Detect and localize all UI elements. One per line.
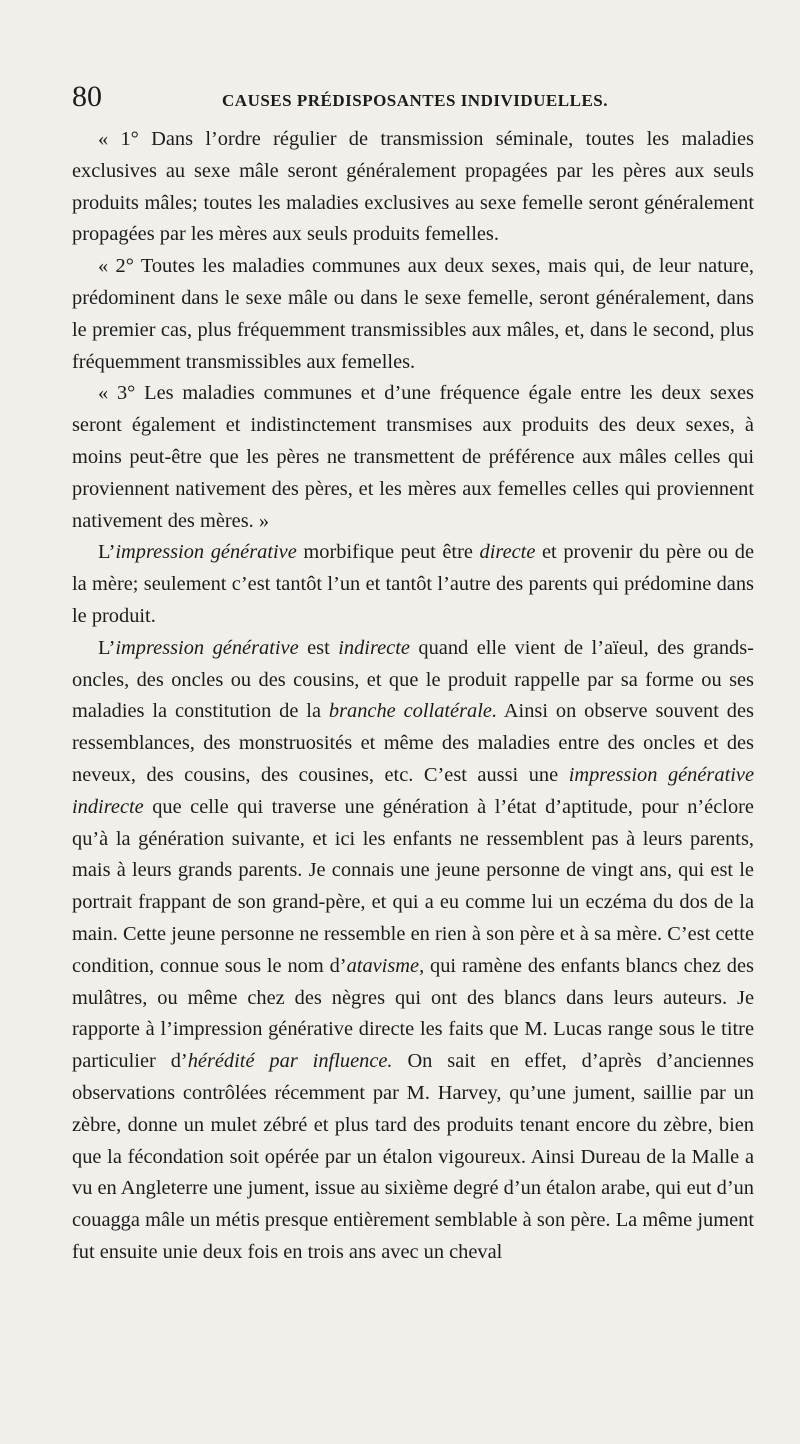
- italic-text: branche collatérale.: [328, 700, 498, 723]
- paragraph: [72, 251, 754, 378]
- text-segment: quand elle vient de l’aïeul, des grands-oncles, des oncles ou des cousins, et que le produit rappelle par sa forme ou ses maladies la constitution de la: [72, 636, 754, 723]
- text-segment: , qui ramène des enfants blancs chez des mulâtres, ou même chez des nègres qui ont des blancs dans leurs auteurs. Je rapporte à l’impression générative directe les faits que M. Lucas range sous le titre particulier d’: [72, 954, 754, 1073]
- text-segment: On sait en effet, d’après d’anciennes observations contrôlées récemment par M. Harvey, qu’une jument, saillie par un zèbre, donne un mulet zébré et plus tard des produits tenant encore du zèbre, bien que la fécondation soit opérée par un étalon vigoureux. Ainsi Dureau de la Malle a vu en Angleterre une jument, issue au sixième degré d’un étalon arabe, qui eut d’un couagga mâle un métis presque entièrement semblable à son père. La même jument fut ensuite unie deux fois en trois ans avec un cheval: [72, 1050, 754, 1263]
- paragraph: [72, 124, 754, 251]
- text-segment: « 2° Toutes les maladies communes aux deux sexes, mais qui, de leur nature, prédominent dans le sexe mâle ou dans le sexe femelle, seront généralement, dans le premier cas, plus fréquemment transmissibles aux mâles, et, dans le second, plus fréquemment transmissibles aux femelles.: [72, 255, 754, 373]
- text-segment: Ainsi on observe souvent des ressemblances, des monstruosités et même des maladies entre des oncles et des neveux, des cousins, des cousines, etc. C’est aussi une: [72, 700, 754, 786]
- paragraph: [72, 633, 754, 1269]
- text-segment: L’: [98, 636, 116, 659]
- italic-text: impression générative: [115, 541, 297, 564]
- paragraph: [72, 378, 754, 537]
- text-segment: « 1° Dans l’ordre régulier de transmission séminale, toutes les maladies exclusives au sexe mâle seront généralement propagées par les pères aux seuls produits mâles; toutes les maladies exclusives au sexe femelle seront généralement propagées par les mères aux seuls produits femelles.: [72, 128, 754, 246]
- italic-text: impression générative: [115, 636, 299, 659]
- text-segment: que celle qui traverse une génération à l’état d’aptitude, pour n’éclore qu’à la génération suivante, et ici les enfants ne ressemblent pas à leurs parents, mais à leurs grands parents. Je connais une jeune personne de vingt ans, qui est le portrait frappant de son grand-père, et qui a eu comme lui un eczéma du dos de la main. Cette jeune personne ne ressemble en rien à son père et à sa mère. C’est cette condition, connue sous le nom d’: [72, 795, 754, 977]
- italic-text: impression générative indirecte: [72, 763, 754, 818]
- italic-text: atavisme: [346, 954, 420, 977]
- italic-text: indirecte: [338, 636, 410, 659]
- page-number: 80: [72, 80, 102, 113]
- text-segment: L’: [98, 541, 116, 564]
- text-segment: et provenir du père ou de la mère; seulement c’est tantôt l’un et tantôt l’autre des parents qui prédomine dans le produit.: [72, 541, 754, 627]
- body-text: [72, 124, 754, 1269]
- text-segment: « 3° Les maladies communes et d’une fréquence égale entre les deux sexes seront également et indistinctement transmises aux produits des deux sexes, à moins peut-être que les pères ne transmettent de préférence aux mâles celles qui proviennent nativement des pères, et les mères aux femelles celles qui proviennent nativement des mères. »: [72, 382, 754, 532]
- text-segment: morbifique peut être: [296, 541, 480, 564]
- italic-text: hérédité par influence.: [187, 1050, 393, 1073]
- running-title: CAUSES PRÉDISPOSANTES INDIVIDUELLES.: [222, 91, 608, 110]
- page-header: [72, 80, 754, 114]
- text-segment: est: [298, 636, 339, 659]
- italic-text: directe: [479, 541, 536, 564]
- paragraph: [72, 537, 754, 632]
